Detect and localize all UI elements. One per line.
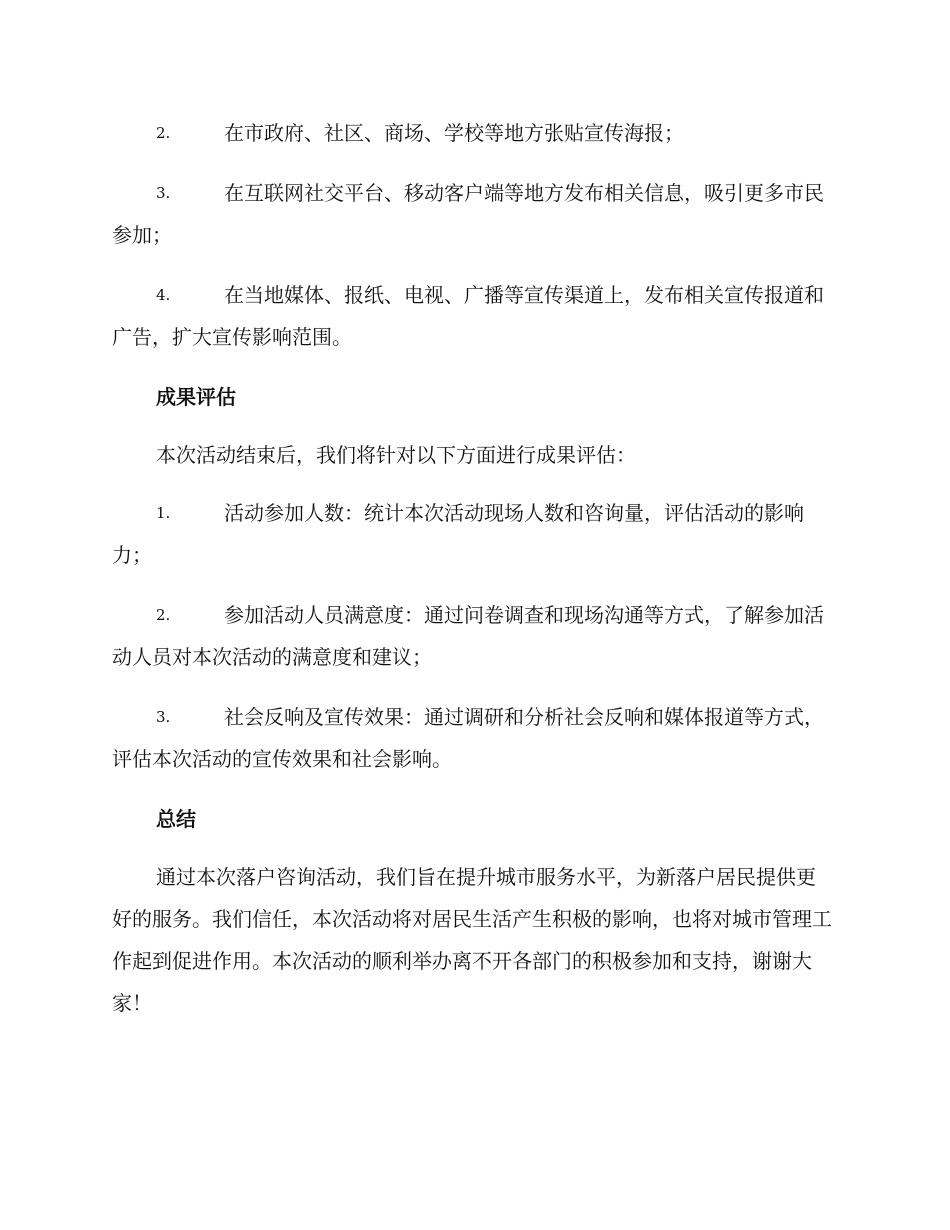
list-text: 社会反响及宣传效果：通过调研和分析社会反响和媒体报道等方式，评估本次活动的宣传效果和社会影响。 xyxy=(112,705,824,771)
list-text: 活动参加人数：统计本次活动现场人数和咨询量，评估活动的影响力； xyxy=(112,501,804,567)
evaluation-intro: 本次活动结束后，我们将针对以下方面进行成果评估： xyxy=(156,443,636,467)
list-item xyxy=(112,112,832,154)
list-number: 2. xyxy=(156,124,171,142)
list-number: 1. xyxy=(156,504,171,522)
list-number: 3. xyxy=(156,708,171,726)
list-text: 在当地媒体、报纸、电视、广播等宣传渠道上，发布相关宣传报道和广告，扩大宣传影响范围。 xyxy=(112,283,824,349)
list-item xyxy=(112,594,832,678)
list-text: 在市政府、社区、商场、学校等地方张贴宣传海报； xyxy=(224,121,684,145)
list-item xyxy=(112,172,832,256)
list-number: 3. xyxy=(156,184,171,202)
list-text: 参加活动人员满意度：通过问卷调查和现场沟通等方式，了解参加活动人员对本次活动的满意度和建议； xyxy=(112,603,824,669)
summary-paragraph: 通过本次落户咨询活动，我们旨在提升城市服务水平，为新落户居民提供更好的服务。我们信任，本次活动将对居民生活产生积极的影响，也将对城市管理工作起到促进作用。本次活动的顺利举办离不开各部门的积极参加和支持，谢谢大家！ xyxy=(112,865,832,1015)
document-body xyxy=(112,112,832,1040)
section-heading-summary: 总结 xyxy=(156,807,196,831)
section-heading-evaluation: 成果评估 xyxy=(156,385,236,409)
list-number: 4. xyxy=(156,286,171,304)
list-item xyxy=(112,274,832,358)
list-item xyxy=(112,492,832,576)
list-number: 2. xyxy=(156,606,171,624)
list-text: 在互联网社交平台、移动客户端等地方发布相关信息，吸引更多市民参加； xyxy=(112,181,824,247)
list-item xyxy=(112,696,832,780)
